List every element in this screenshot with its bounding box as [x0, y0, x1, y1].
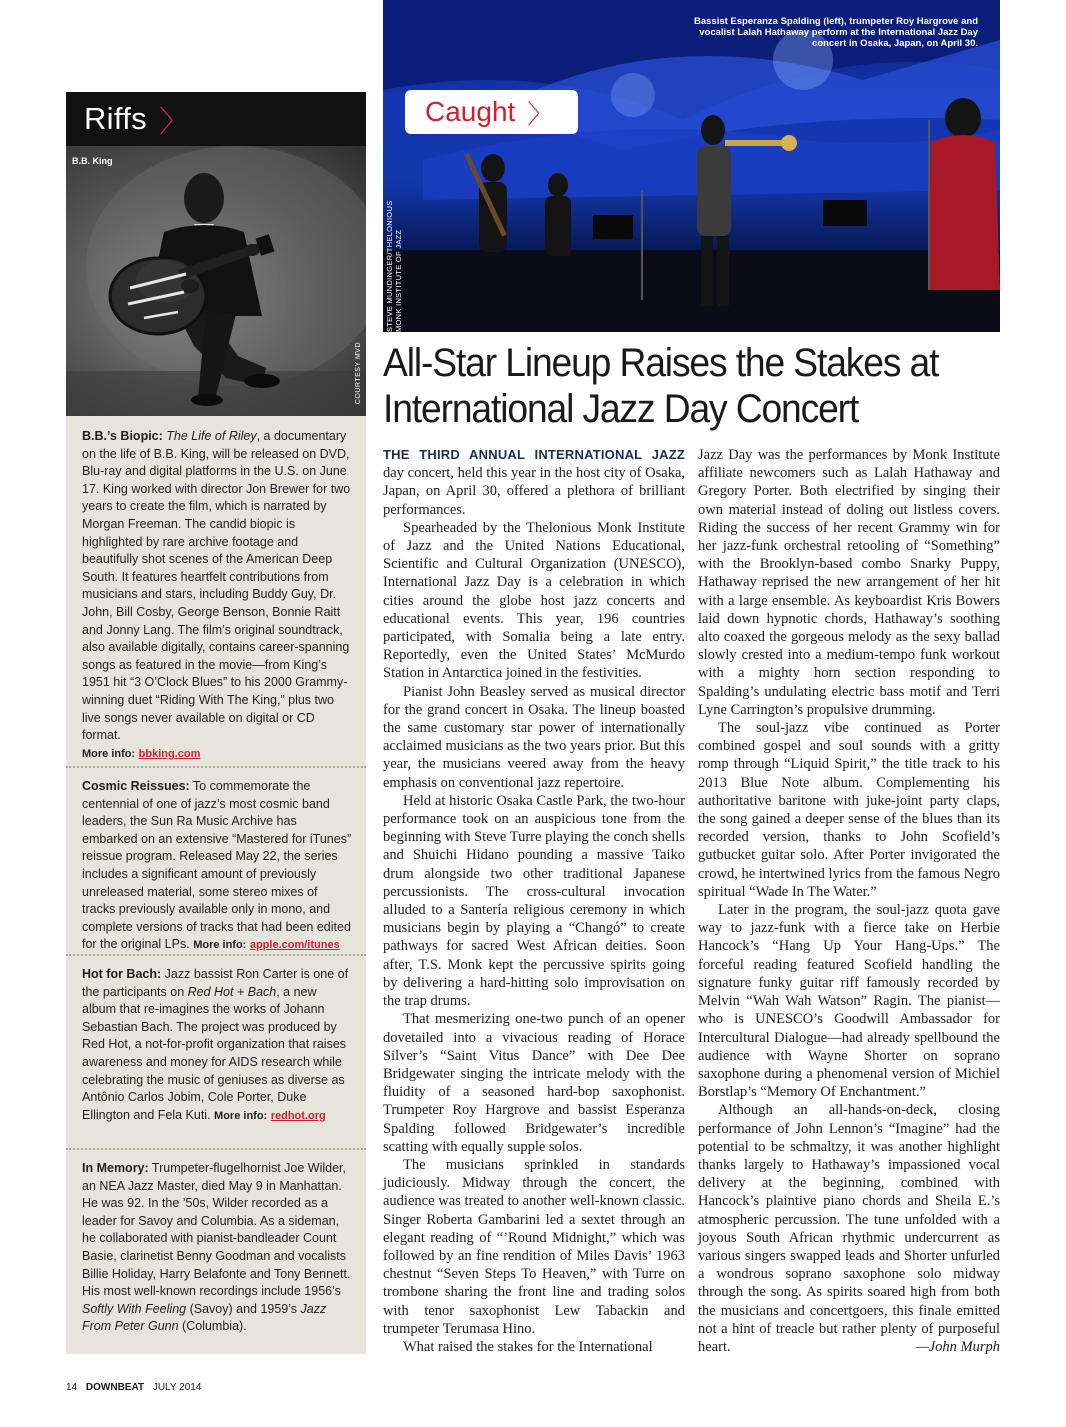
- chevron-right-icon: 〉: [527, 98, 554, 129]
- magazine-brand: DOWNBEAT: [85, 1382, 145, 1393]
- page-number: 14: [66, 1382, 78, 1393]
- sidebar-item-memory: [82, 1160, 352, 1336]
- item-text-2: (Savoy) and 1959’s: [186, 1301, 301, 1316]
- issue-date: JULY 2014: [152, 1382, 202, 1393]
- article-headline: All-Star Lineup Raises the Stakes at International Jazz Day Concert: [383, 341, 939, 431]
- item-text-2: , a new album that re-imagines the works of Johann Sebastian Bach. The project was produced by Red Hot, a not-for-profit organization that raises awareness and money for AIDS research while celebrating the music of geniuses as diverse as Antônio Carlos Jobim, Cole Porter, Duke Ellington and Fela Kuti.: [82, 984, 347, 1122]
- sidebar-item-cosmic: [82, 778, 352, 955]
- divider: [66, 766, 366, 768]
- item-lead: Hot for Bach:: [82, 967, 162, 981]
- bbking-photo: [66, 146, 366, 416]
- item-text: , a documentary on the life of B.B. King, will be released on DVD, Blu-ray and digital platforms in the U.S. on June 17. King worked with director Jon Brewer for two years to create the film, which is narrated by Morgan Freeman. The candid biopic is highlighted by rare archive footage and beautifully shot scenes of the American Deep South. It features heartfelt contributions from musicians and stars, including Buddy Guy, Dr. John, Bill Cosby, George Benson, Bonnie Raitt and Jonny Lang. The film’s original soundtrack, also available digitally, contains career-spanning songs as featured in the movie—from King’s 1951 hit “3 O’Clock Blues” to his 2000 Grammy-winning duet “Riding With The King,” plus two live songs never available on digital or CD format.: [82, 429, 351, 743]
- paragraph: Spearheaded by the Thelonious Monk Institute of Jazz and the United Nations Educational, Scientific and Cultural Organization (UNESCO), International Jazz Day is a celebration in which cities around the globe host jazz concerts and educational events. This year, 196 countries participated, with Somalia being a late entry. Reportedly, even the United States’ McMurdo Station in Antarctica joined in the festivities.: [383, 519, 685, 682]
- photo-caption: Bassist Esperanza Spalding (left), trumpeter Roy Hargrove and vocalist Lalah Hathaway perform at the International Jazz Day concert in Osaka, Japan, on April 30.: [693, 16, 978, 49]
- paragraph: [698, 1101, 1000, 1356]
- paragraph: Jazz Day was the performances by Monk Institute affiliate newcomers such as Lalah Hathaway and Gregory Porter. Both electrified by singing their own material instead of doling out listless covers. Riding the success of her recent Grammy win for her jazz-funk orchestral retooling of “Something” with the Brooklyn-based combo Snarky Puppy, Hathaway reprised the new arrangement of her hit with a large ensemble. As keyboardist Kris Bowers laid down hypnotic chords, Hathaway’s soothing alto coaxed the gorgeous melody as the sexy ballad slowly crested into a medium-tempo funk workout with a mighty horn section responding to Spalding’s undulating electric bass motif and Terri Lyne Carrington’s propulsive drumming.: [698, 447, 1000, 718]
- photo-credit: COURTESY MVD: [355, 341, 362, 404]
- sidebar-item-biopic: [82, 428, 352, 763]
- section-tab-caught: [405, 90, 578, 134]
- item-album-2: Jazz From Peter Gunn: [82, 1301, 327, 1334]
- item-album: Red Hot + Bach: [187, 984, 277, 999]
- concert-photo: [383, 0, 1000, 332]
- photo-label: B.B. King: [72, 156, 113, 166]
- item-album-1: Softly With Feeling: [82, 1301, 187, 1316]
- article-column-right: [698, 446, 1000, 1356]
- chevron-right-icon: 〉: [158, 106, 189, 139]
- section-title: Caught: [425, 96, 516, 127]
- paragraph: [383, 446, 685, 519]
- link-redhot[interactable]: redhot.org: [270, 1109, 326, 1122]
- more-info-label: More info:: [82, 747, 136, 760]
- paragraph: The musicians sprinkled in standards judiciously. Midway through the concert, the audience was treated to another well-known classic. Singer Roberta Gambarini led a sextet through an elegant reading of “’Round Midnight,” which was followed by an fine rendition of Miles Davis’ 1963 chestnut “Seven Steps To Heaven,” with Turre on trombone sharing the front line and trading solos with tenor saxophonist Lew Tabackin and trumpeter Terumasa Hino.: [383, 1156, 685, 1337]
- item-text: Jazz bassist Ron Carter is one of the participants on: [82, 967, 349, 999]
- paragraph: What raised the stakes for the International: [403, 1338, 653, 1355]
- divider: [66, 1148, 366, 1150]
- paragraph: Later in the program, the soul-jazz quota gave way to jazz-funk with a fierce take on Herbie Hancock’s “Hang Up Your Hang-Ups.” The forceful reading featured Scofield handling the signature funky guitar riff famously recorded by Melvin “Wah Wah Watson” Ragin. The pianist—who is UNESCO’s Goodwill Ambassador for Intercultural Dialogue—had already spellbound the audience with Wayne Shorter on soprano saxophone during a phenomenal version of Michiel Borstlap’s “Memory Of Enchantment.”: [698, 902, 1000, 1101]
- item-lead: In Memory:: [82, 1161, 149, 1175]
- divider: [66, 954, 366, 956]
- bbking-illustration: [66, 146, 366, 416]
- item-lead: B.B.’s Biopic:: [82, 429, 163, 443]
- item-lead: Cosmic Reissues:: [82, 779, 190, 793]
- sidebar-header: [66, 92, 366, 146]
- paragraph: The soul-jazz vibe continued as Porter combined gospel and soul sounds with a gritty romp through “Liquid Spirit,” the title track to his 2013 Blue Note album. Complementing his authoritative baritone with juke-joint party claps, the song gained a deeper sense of the blues than its recorded version, thanks to John Scofield’s gutbucket guitar solo. After Porter invigorated the crowd, he intertwined lyrics from the famous Negro spiritual “Wade In The Water.”: [698, 720, 1000, 900]
- concert-illustration: [383, 0, 1000, 332]
- paragraph: That mesmerizing one-two punch of an opener dovetailed into a vivacious reading of Horace Silver’s “Saint Vitus Dance” with Dee Dee Bridgewater singing the intricate melody with the fluidity of a seasoned hard-bop saxophonist. Trumpeter Roy Hargrove and bassist Esperanza Spalding followed Bridgewater’s incredible scatting with equally supple solos.: [383, 1011, 685, 1155]
- item-text: Trumpeter-flugelhornist Joe Wilder, an NEA Jazz Master, died May 9 in Manhattan. He was 92. In the ’50s, Wilder recorded as a leader for Savoy and Columbia. As a sideman, he collaborated with pianist-bandleader Count Basie, clarinetist Benny Goodman and vocalists Billie Holiday, Harry Belafonte and Tony Bennett. His most well-known recordings include 1956’s: [82, 1161, 351, 1299]
- more-info-label: More info:: [193, 939, 247, 952]
- paragraph: Held at historic Osaka Castle Park, the two-hour performance took on an auspicious tone from the beginning with Steve Turre playing the conch shells and Shuichi Hidano pounding a massive Taiko drum alongside two other traditional Japanese percussionists. The cross-cultural invocation alluded to a Santería religious ceremony in which musicians begin by playing a “Changó” to create pathways for sacred West African deities. Soon after, T.S. Monk kept the percussive spirits going by delivering a hard-hitting solo improvisation on the trap drums.: [383, 792, 685, 1010]
- paragraph-text: Although an all-hands-on-deck, closing performance of John Lennon’s “Imagine” had the potential to be schmaltzy, it was another highlight thanks largely to Hathaway’s impassioned vocal delivery at the beginning, combined with Hancock’s plaintive piano chords and Sheila E.’s atmospheric percussion. The tune unfolded with a joyous South African rhythmic undercurrent as various singers swapped leads and Shorter unfurled a wondrous soprano saxophone solo midway through the song. As spirits soared high from both the musicians and concertgoers, this finale emitted not a hint of treacle but rather plenty of purposeful heart.: [698, 1102, 1000, 1355]
- more-info-label: More info:: [214, 1109, 268, 1122]
- sidebar-item-bach: [82, 966, 352, 1125]
- item-text: To commemorate the centennial of one of jazz’s most cosmic band leaders, the Sun Ra Music Archive has embarked on an extensive “Mastered for iTunes” reissue program. Released May 22, the series includes a significant amount of previously unreleased material, some stereo mixes of tracks previously available only in mono, and complete versions of tracks that had been edited for the original LPs.: [82, 779, 352, 952]
- sidebar-body: [66, 416, 366, 1354]
- byline: —John Murph: [915, 1338, 1000, 1355]
- paragraph: Pianist John Beasley served as musical director for the grand concert in Osaka. The lineup boasted the same customary star power of internationally acclaimed musicians as the two years prior. But this year, the musicians veered away from the heavy emphasis on conventional jazz repertoire.: [383, 683, 685, 791]
- article-kicker: THE THIRD ANNUAL INTERNATIONAL JAZZ: [383, 447, 685, 462]
- article-column-left: [383, 446, 685, 1356]
- item-title: The Life of Riley: [166, 429, 257, 443]
- link-bbking[interactable]: bbking.com: [138, 747, 201, 760]
- paragraph-text: day concert, held this year in the host city of Osaka, Japan, on April 30, offered a plethora of brilliant performances.: [383, 465, 685, 518]
- page-footer: [66, 1382, 201, 1393]
- sidebar-title: Riffs: [84, 101, 147, 136]
- photo-credit: STEVE MUNDINGER/THELONIOUS MONK INSTITUTE OF JAZZ: [385, 200, 403, 332]
- item-text-3: (Columbia).: [178, 1319, 247, 1334]
- link-itunes[interactable]: apple.com/itunes: [249, 939, 340, 952]
